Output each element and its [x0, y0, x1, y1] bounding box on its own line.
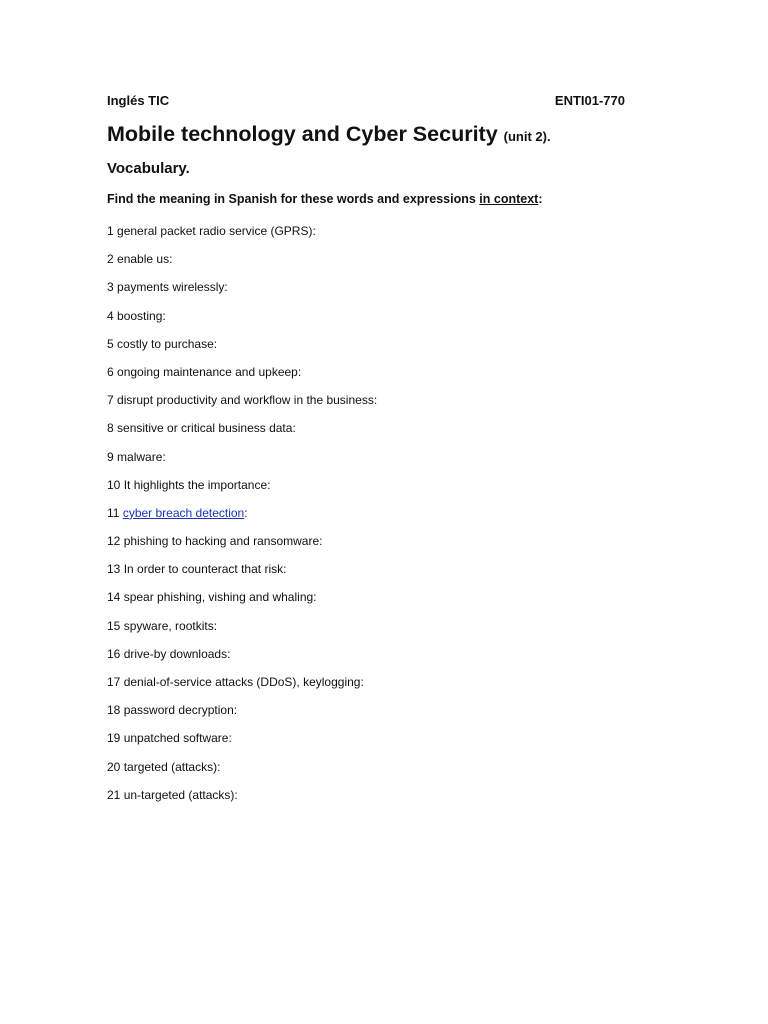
- item-number: 6: [107, 364, 114, 379]
- document-title: [107, 122, 551, 147]
- course-name: Inglés TIC: [107, 93, 170, 108]
- item-number: 10: [107, 477, 121, 492]
- list-item: [107, 787, 377, 815]
- list-item: [107, 589, 377, 617]
- list-item: [107, 392, 377, 420]
- item-number: 12: [107, 534, 121, 549]
- item-text: denial-of-service attacks (DDoS), keylogging:: [123, 675, 364, 689]
- item-number: 9: [107, 449, 114, 464]
- item-number: 3: [107, 280, 114, 295]
- item-text: payments wirelessly:: [117, 280, 228, 295]
- item-text: In order to counteract that risk:: [123, 562, 287, 577]
- title-main: Mobile technology and Cyber Security: [107, 122, 504, 146]
- item-text: un-targeted (attacks):: [123, 787, 238, 802]
- item-text: enable us:: [117, 252, 173, 267]
- item-text: costly to purchase:: [117, 336, 218, 351]
- item-text: phishing to hacking and ransomware:: [123, 534, 323, 549]
- item-text: general packet radio service (GPRS):: [117, 224, 316, 238]
- item-text: drive-by downloads:: [123, 646, 231, 661]
- item-number: 11: [107, 505, 120, 520]
- item-number: 14: [107, 590, 121, 605]
- list-item: [107, 279, 377, 307]
- list-item: [107, 618, 377, 646]
- item-number: 1: [107, 224, 114, 238]
- list-item: [107, 646, 377, 674]
- item-text: It highlights the importance:: [123, 477, 271, 492]
- instruction-underlined: in context: [479, 192, 539, 206]
- item-text: sensitive or critical business data:: [117, 421, 296, 436]
- item-number: 20: [107, 759, 121, 774]
- list-item: [107, 561, 377, 589]
- list-item: [107, 505, 377, 533]
- course-code: ENTI01-770: [554, 93, 625, 108]
- item-text: :: [244, 505, 248, 520]
- list-item: [107, 251, 377, 279]
- item-number: 19: [107, 731, 121, 746]
- item-number: 7: [107, 393, 114, 408]
- list-item: [107, 308, 377, 336]
- item-text: malware:: [117, 449, 166, 464]
- item-number: 18: [107, 703, 121, 718]
- list-item: [107, 420, 377, 448]
- list-item: [107, 477, 377, 505]
- list-item: [107, 759, 377, 787]
- title-period: .: [546, 129, 551, 144]
- item-text: spear phishing, vishing and whaling:: [123, 590, 317, 605]
- item-text: disrupt productivity and workflow in the business:: [117, 393, 378, 408]
- section-heading-vocabulary: Vocabulary.: [107, 160, 190, 177]
- item-number: 5: [107, 336, 114, 351]
- instruction-before: Find the meaning in Spanish for these words and expressions: [107, 192, 480, 206]
- list-item: [107, 223, 377, 251]
- item-text: boosting:: [117, 308, 166, 323]
- instruction-after: :: [538, 192, 543, 206]
- item-number: 17: [107, 675, 121, 689]
- list-item: [107, 674, 377, 702]
- vocabulary-list: [107, 223, 377, 815]
- item-number: 2: [107, 252, 114, 267]
- list-item: [107, 702, 377, 730]
- page-header: [107, 93, 625, 111]
- list-item: [107, 364, 377, 392]
- item-text: spyware, rootkits:: [123, 618, 218, 633]
- item-number: 15: [107, 618, 121, 633]
- instruction-text: [107, 192, 543, 206]
- item-number: 4: [107, 308, 114, 323]
- item-text: targeted (attacks):: [123, 759, 221, 774]
- title-unit: (unit 2): [503, 129, 547, 144]
- list-item: [107, 533, 377, 561]
- item-number: 16: [107, 646, 121, 661]
- item-number: 13: [107, 562, 121, 577]
- cyber-breach-detection-link[interactable]: cyber breach detection: [122, 505, 245, 520]
- list-item: [107, 730, 377, 758]
- item-text: unpatched software:: [123, 731, 232, 746]
- list-item: [107, 449, 377, 477]
- item-text: ongoing maintenance and upkeep:: [117, 364, 302, 379]
- item-number: 8: [107, 421, 114, 436]
- list-item: [107, 336, 377, 364]
- item-text: password decryption:: [123, 703, 238, 718]
- item-number: 21: [107, 787, 121, 802]
